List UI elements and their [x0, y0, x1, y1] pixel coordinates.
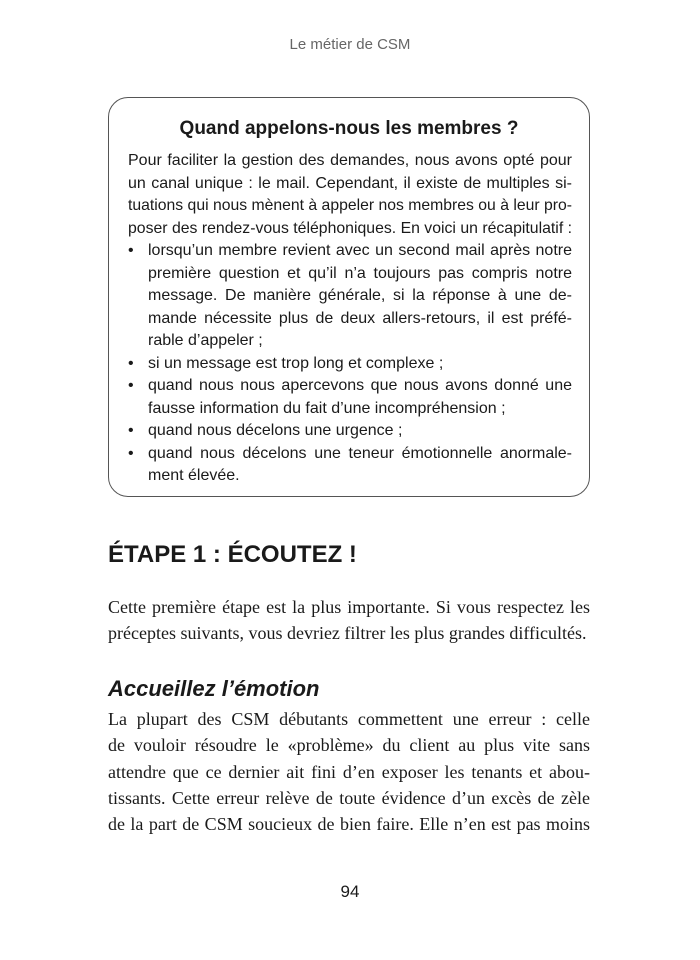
- bullet-text-line: fausse information du fait d’une incompréhension ;: [148, 399, 506, 417]
- box-text-line: un canal unique : le mail. Cependant, il existe de multiples si-: [128, 174, 572, 192]
- bullet-text-line: message. De manière générale, si la réponse à une de-: [148, 287, 572, 304]
- subsection-heading: Accueillez l’émotion: [108, 676, 320, 701]
- box-title: Quand appelons-nous les membres ?: [179, 118, 519, 139]
- paragraph-line: préceptes suivants, vous devriez filtrer les plus grandes difficultés.: [108, 623, 587, 643]
- bullet-icon: •: [128, 444, 134, 462]
- bullet-icon: •: [128, 242, 134, 259]
- bullet-text-line: mande nécessite plus de deux allers-retours, il est préfé-: [148, 309, 572, 327]
- paragraph-line: attendre que ce dernier ait fini d’en exposer les tenants et abou-: [108, 761, 590, 782]
- bullet-icon: •: [128, 377, 134, 394]
- box-text-line: tuations qui nous mènent à appeler nos membres ou à leur pro-: [128, 197, 572, 214]
- bullet-text-line: si un message est trop long et complexe ;: [148, 354, 444, 372]
- bullet-text-line: lorsqu’un membre revient avec un second mail après notre: [148, 242, 572, 259]
- section-heading: ÉTAPE 1 : ÉCOUTEZ !: [108, 541, 357, 568]
- bullet-text-line: quand nous nous apercevons que nous avons donné une: [148, 377, 572, 394]
- box-text-line: poser des rendez-vous téléphoniques. En voici un récapitulatif :: [128, 219, 572, 237]
- running-head: Le métier de CSM: [289, 36, 411, 53]
- bullet-text-line: rable d’appeler ;: [148, 332, 263, 349]
- bullet-text-line: ment élevée.: [148, 467, 240, 484]
- paragraph-line: de vouloir résoudre le «problème» du client au plus vite sans: [108, 735, 590, 756]
- page-number: 94: [340, 882, 360, 901]
- paragraph-line: tissants. Cette erreur relève de toute évidence d’un excès de zèle: [108, 787, 590, 808]
- bullet-text-line: première question et qu’il n’a toujours pas compris notre: [148, 264, 572, 282]
- paragraph-line: La plupart des CSM débutants commettent une erreur : celle: [108, 709, 590, 729]
- bullet-icon: •: [128, 422, 134, 439]
- paragraph-line: de la part de CSM soucieux de bien faire. Elle n’en est pas moins: [108, 814, 590, 835]
- bullet-text-line: quand nous décelons une urgence ;: [148, 422, 403, 439]
- paragraph-line: Cette première étape est la plus importante. Si vous respectez les: [108, 597, 590, 617]
- bullet-icon: •: [128, 354, 134, 372]
- box-text-line: Pour faciliter la gestion des demandes, nous avons opté pour: [128, 152, 572, 169]
- bullet-text-line: quand nous décelons une teneur émotionnelle anormale-: [148, 444, 572, 462]
